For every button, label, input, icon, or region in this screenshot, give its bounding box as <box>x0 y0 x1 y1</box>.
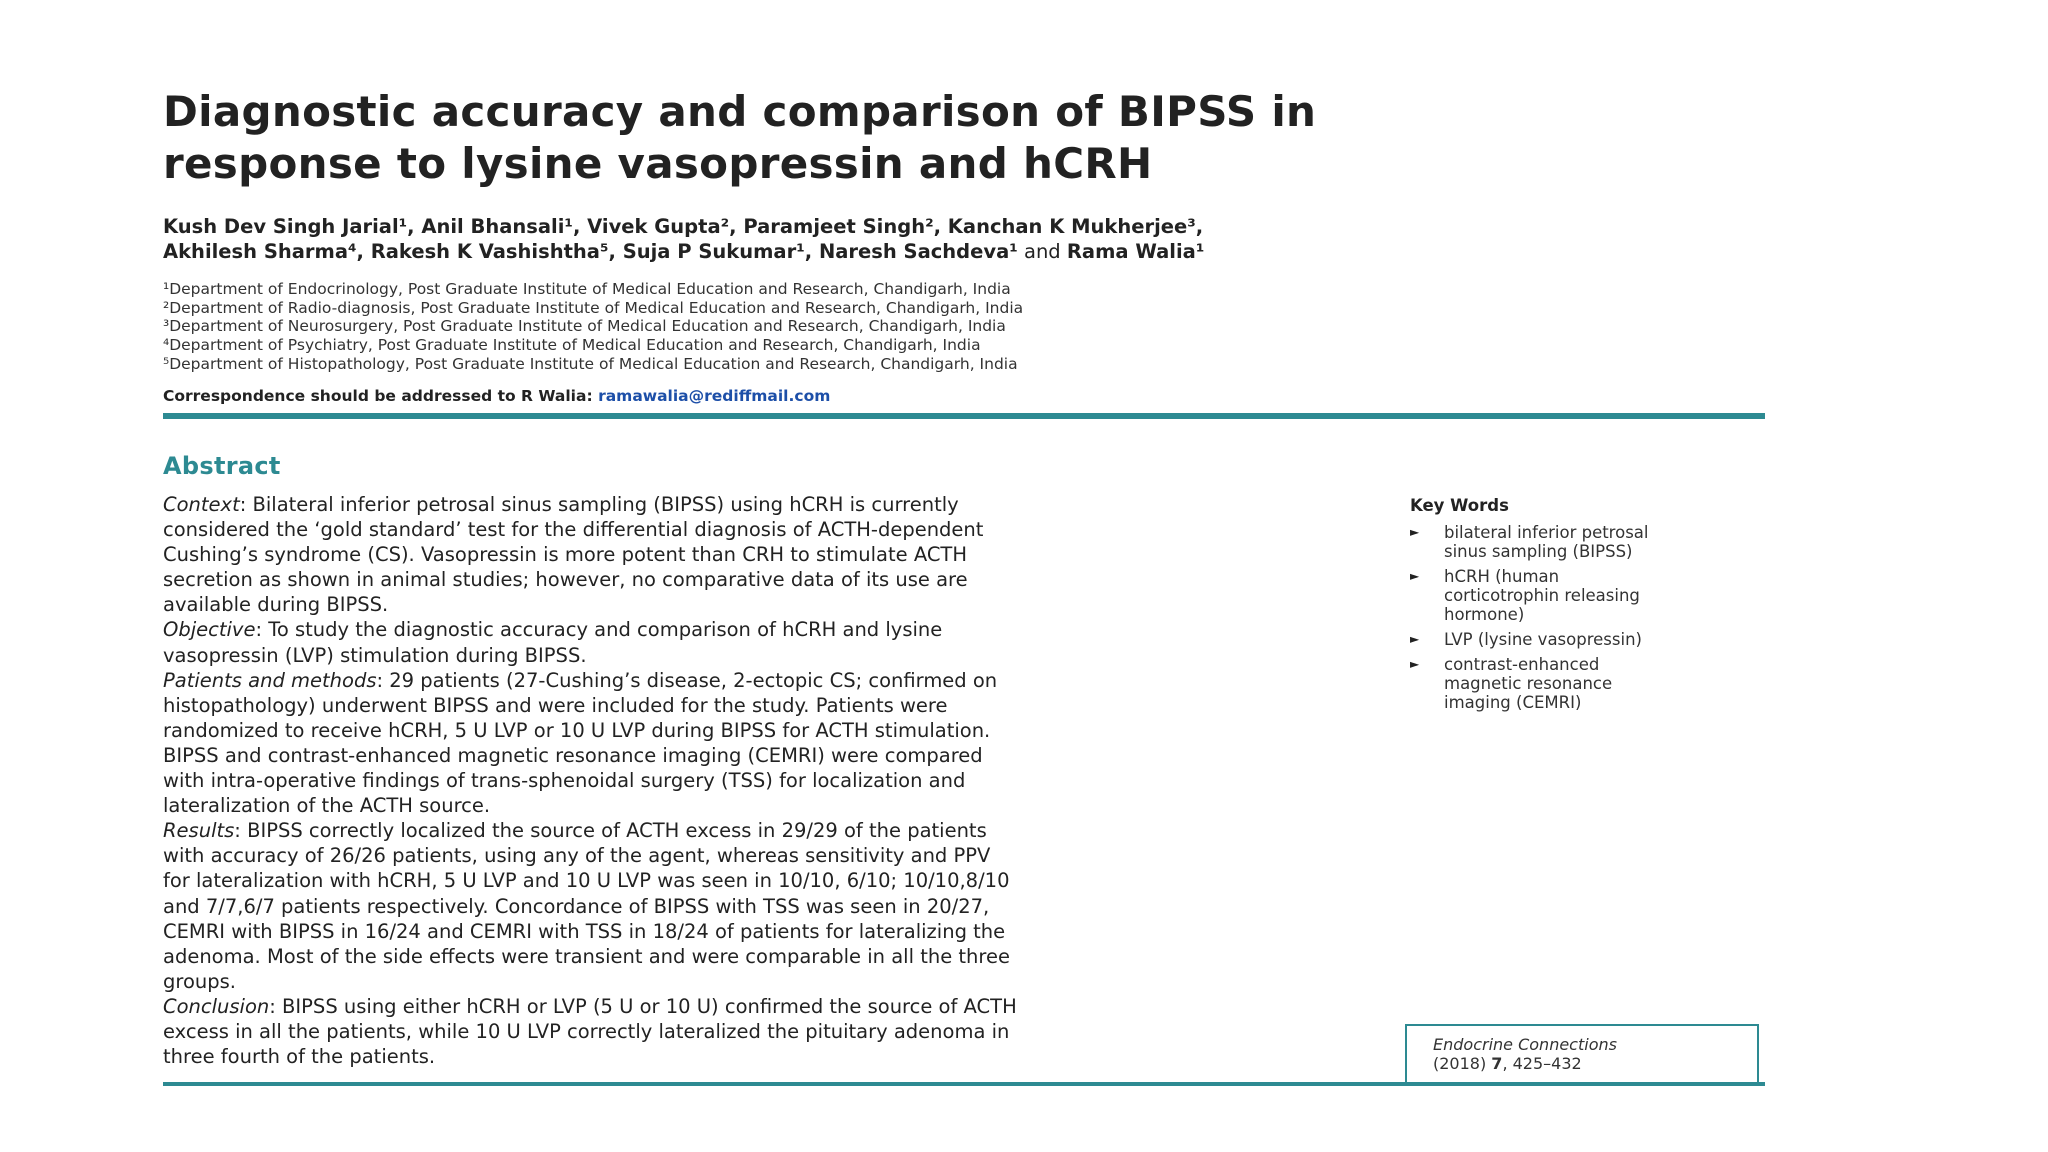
abstract-line <box>163 542 1343 567</box>
abstract-line-text: vasopressin (LVP) stimulation during BIPSS. <box>163 643 587 667</box>
triangle-bullet-icon: ► <box>1410 632 1420 646</box>
journal-pages: , 425–432 <box>1502 1054 1582 1073</box>
correspondence <box>163 387 1765 405</box>
abstract-line-text: : Bilateral inferior petrosal sinus sampling (BIPSS) using hCRH is currently <box>239 493 959 516</box>
abstract-line <box>163 894 1343 919</box>
affiliation-item: ³Department of Neurosurgery, Post Graduate Institute of Medical Education and Research, Chandigarh, India <box>163 317 1006 336</box>
abstract-line <box>163 1019 1343 1044</box>
affiliation-item: ⁴Department of Psychiatry, Post Graduate Institute of Medical Education and Research, Chandigarh, India <box>163 336 981 355</box>
abstract-line <box>163 768 1343 793</box>
abstract-line <box>163 668 1343 693</box>
top-divider <box>163 413 1765 419</box>
affiliation-item: ²Department of Radio-diagnosis, Post Graduate Institute of Medical Education and Research, Chandigarh, India <box>163 298 1024 317</box>
abstract-line <box>163 843 1343 868</box>
abstract-line-text: three fourth of the patients. <box>163 1045 436 1069</box>
abstract-line-text: : To study the diagnostic accuracy and comparison of hCRH and lysine <box>255 618 943 642</box>
abstract-line <box>163 868 1343 893</box>
abstract-line <box>163 919 1343 944</box>
keyword-text: imaging (CEMRI) <box>1444 693 1582 712</box>
keyword-item <box>1410 523 1740 561</box>
author-list <box>163 214 1765 264</box>
keyword-text: LVP (lysine vasopressin) <box>1444 630 1642 649</box>
title-line-2: response to lysine vasopressin and hCRH <box>163 139 1153 188</box>
keywords-list <box>1410 523 1740 712</box>
abstract-line-text: : BIPSS using either hCRH or LVP (5 U or 10 U) confirmed the source of ACTH <box>269 994 1017 1018</box>
title-line-1: Diagnostic accuracy and comparison of BIPSS in <box>163 87 1317 136</box>
abstract-section-label: Results <box>163 819 235 843</box>
keyword-text: contrast-enhanced <box>1444 655 1600 674</box>
abstract-line <box>163 643 1343 668</box>
affiliation-list <box>163 280 1765 374</box>
abstract-line <box>163 492 1343 517</box>
abstract-line <box>163 718 1343 743</box>
paper-title <box>163 86 1765 190</box>
abstract-line-text: with intra-operative findings of trans-sphenoidal surgery (TSS) for localization and <box>163 769 966 793</box>
abstract-line-text: and 7/7,6/7 patients respectively. Concordance of BIPSS with TSS was seen in 20/27, <box>163 894 990 918</box>
keyword-item <box>1410 655 1740 712</box>
abstract-line-text: secretion as shown in animal studies; however, no comparative data of its use are <box>163 568 968 592</box>
abstract-line <box>163 969 1343 994</box>
author-line-2-main: Akhilesh Sharma⁴, Rakesh K Vashishtha⁵, Suja P Sukumar¹, Naresh Sachdeva¹ <box>163 240 1018 263</box>
abstract-line-text: available during BIPSS. <box>163 593 389 617</box>
abstract-line-text: : BIPSS correctly localized the source of ACTH excess in 29/29 of the patients <box>234 819 987 843</box>
bottom-divider <box>163 1082 1765 1086</box>
abstract-section-label: Patients and methods <box>163 668 377 692</box>
abstract-line-text: histopathology) underwent BIPSS and were included for the study. Patients were <box>163 693 948 717</box>
abstract-section-label: Context <box>163 493 240 516</box>
keywords-panel <box>1410 496 1740 718</box>
abstract-section-label: Conclusion <box>163 994 270 1018</box>
abstract-line-text: for lateralization with hCRH, 5 U LVP and 10 U LVP was seen in 10/10, 6/10; 10/10,8/10 <box>163 869 1010 893</box>
keyword-item <box>1410 567 1740 624</box>
journal-citation-box <box>1405 1024 1759 1082</box>
author-line-2 <box>163 239 1765 264</box>
abstract-line-text: Cushing’s syndrome (CS). Vasopressin is more potent than CRH to stimulate ACTH <box>163 543 968 567</box>
keyword-text: hCRH (human <box>1444 567 1560 586</box>
abstract-line <box>163 592 1343 617</box>
author-and: and <box>1017 240 1067 263</box>
triangle-bullet-icon: ► <box>1410 525 1420 539</box>
journal-year: (2018) <box>1433 1054 1492 1073</box>
abstract-line-text: excess in all the patients, while 10 U LVP correctly lateralized the pituitary adenoma in <box>163 1019 1010 1043</box>
affiliation-item: ¹Department of Endocrinology, Post Graduate Institute of Medical Education and Research, Chandigarh, India <box>163 280 1011 298</box>
abstract-line <box>163 944 1343 969</box>
triangle-bullet-icon: ► <box>1410 569 1420 583</box>
abstract-line <box>163 994 1343 1019</box>
abstract-line-text: considered the ‘gold standard’ test for the differential diagnosis of ACTH-dependent <box>163 518 984 542</box>
abstract-section-label: Objective <box>163 618 256 642</box>
abstract-line-text: randomized to receive hCRH, 5 U LVP or 10 U LVP during BIPSS for ACTH stimulation. <box>163 718 991 742</box>
abstract-line <box>163 743 1343 768</box>
keyword-text: sinus sampling (BIPSS) <box>1444 542 1633 561</box>
abstract-line <box>163 517 1343 542</box>
abstract-line-text: lateralization of the ACTH source. <box>163 794 491 818</box>
abstract-line <box>163 567 1343 592</box>
abstract-line <box>163 617 1343 642</box>
triangle-bullet-icon: ► <box>1410 657 1420 671</box>
keyword-text: magnetic resonance <box>1444 674 1613 693</box>
keyword-text: corticotrophin releasing <box>1444 586 1640 605</box>
abstract-line-text: groups. <box>163 969 236 993</box>
affiliation-item: ⁵Department of Histopathology, Post Graduate Institute of Medical Education and Research, Chandigarh, India <box>163 354 1018 373</box>
journal-volume: 7 <box>1491 1054 1503 1073</box>
journal-citation <box>1433 1054 1757 1073</box>
abstract-line-text: adenoma. Most of the side effects were transient and were comparable in all the three <box>163 944 1010 968</box>
abstract-line-text: BIPSS and contrast-enhanced magnetic resonance imaging (CEMRI) were compared <box>163 743 983 767</box>
abstract-line-text: with accuracy of 26/26 patients, using any of the agent, whereas sensitivity and PPV <box>163 844 991 868</box>
abstract-line <box>163 1044 1343 1069</box>
keyword-text: bilateral inferior petrosal <box>1444 523 1649 542</box>
correspondence-email-link[interactable]: ramawalia@rediffmail.com <box>598 386 831 405</box>
journal-name: Endocrine Connections <box>1433 1035 1617 1054</box>
abstract-body <box>163 492 1343 1069</box>
abstract-line <box>163 693 1343 718</box>
keyword-item <box>1410 630 1740 649</box>
correspondence-label: Correspondence should be addressed to R Walia: <box>163 386 599 405</box>
author-line-1: Kush Dev Singh Jarial¹, Anil Bhansali¹, Vivek Gupta², Paramjeet Singh², Kanchan K Mukherjee³, <box>163 215 1204 238</box>
abstract-line-text: CEMRI with BIPSS in 16/24 and CEMRI with TSS in 18/24 of patients for lateralizing the <box>163 919 1006 943</box>
abstract-line-text: : 29 patients (27-Cushing’s disease, 2-ectopic CS; confirmed on <box>376 668 998 692</box>
author-last: Rama Walia¹ <box>1066 240 1205 263</box>
keyword-text: hormone) <box>1444 605 1525 624</box>
paper-page <box>163 86 1765 1073</box>
abstract-line <box>163 818 1343 843</box>
keywords-heading: Key Words <box>1410 496 1509 515</box>
abstract-heading: Abstract <box>163 452 281 480</box>
abstract-line <box>163 793 1343 818</box>
